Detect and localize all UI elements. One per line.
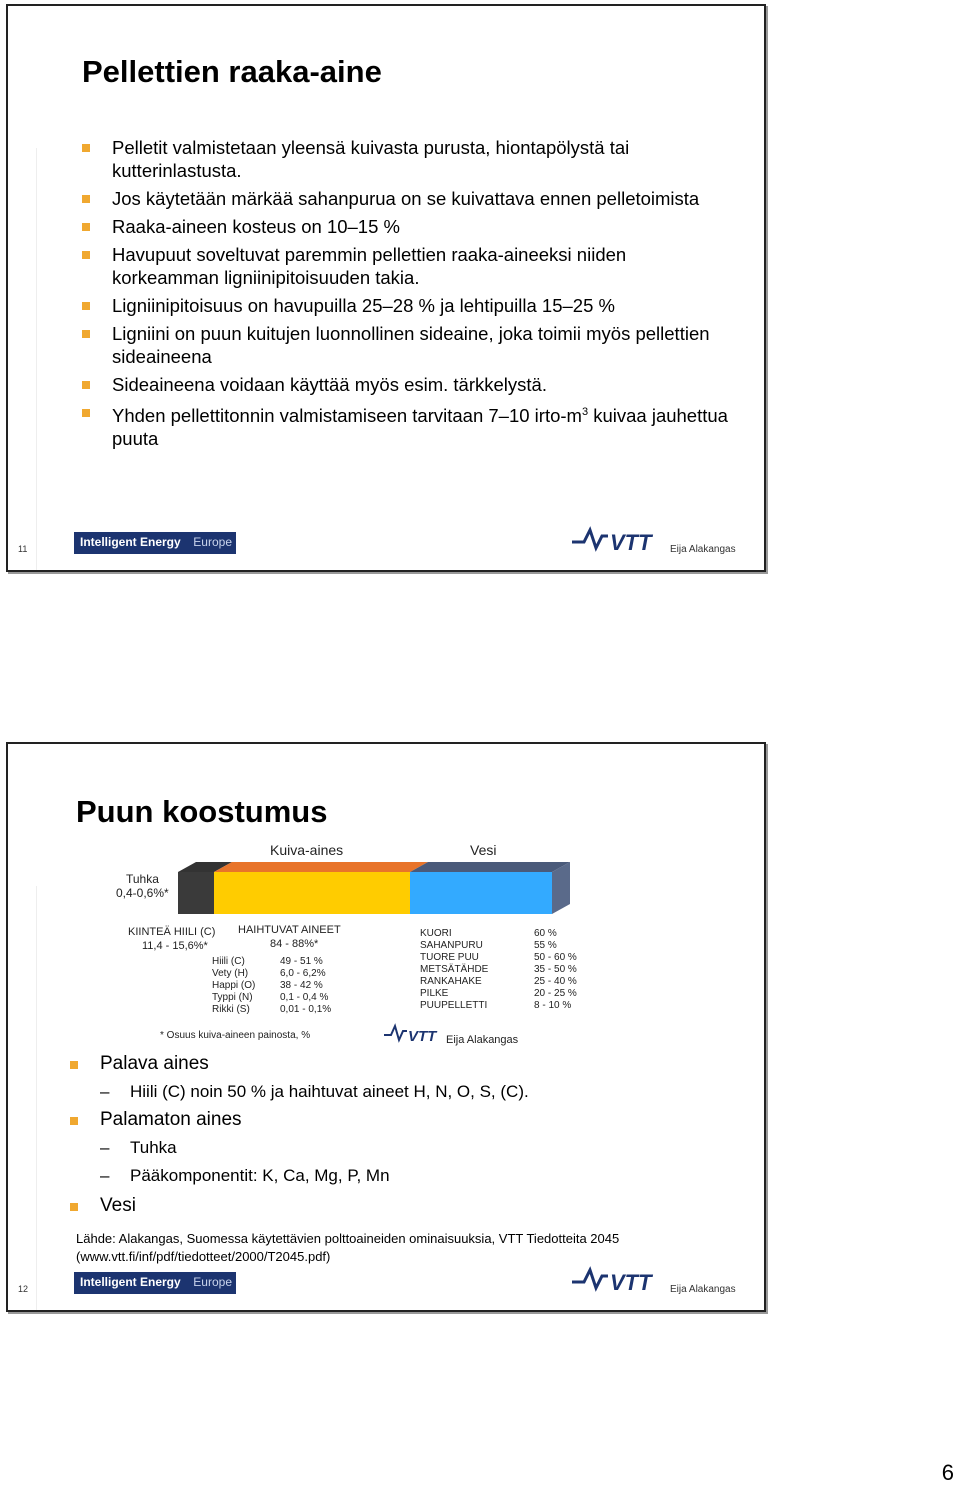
tuhka-value: 0,4-0,6%* xyxy=(116,886,169,900)
haihtuvat-value: 84 - 88%* xyxy=(270,938,319,950)
table-row: Vety (H) 6,0 - 6,2% xyxy=(212,968,326,979)
slide-12 xyxy=(6,742,766,1312)
table-row: Happi (O) 38 - 42 % xyxy=(212,980,323,991)
bullet-icon xyxy=(82,409,90,417)
table-row: SAHANPURU 55 % xyxy=(420,940,557,951)
intelligent-energy-logo: Intelligent Energy Europe xyxy=(74,1272,236,1294)
bullet-icon xyxy=(70,1061,78,1069)
vesi-label: Vesi xyxy=(470,842,497,858)
bullet-icon xyxy=(82,144,90,152)
bullet-list xyxy=(82,136,732,455)
bullet-icon xyxy=(82,251,90,259)
slide-left-bar xyxy=(8,886,37,1310)
author-name: Eija Alakangas xyxy=(670,1284,736,1295)
haihtuvat-label: HAIHTUVAT AINEET xyxy=(238,924,341,936)
bullet-icon xyxy=(82,381,90,389)
table-row: RANKAHAKE 25 - 40 % xyxy=(420,976,577,987)
bullet-list xyxy=(70,1052,710,1222)
list-item: Pelletit valmistetaan yleensä kuivasta purusta, hiontapölystä tai kutterinlastusta. xyxy=(82,136,732,182)
slide-title: Puun koostumus xyxy=(76,794,328,829)
kiintea-hiili-label: KIINTEÄ HIILI (C) xyxy=(128,926,216,938)
table-row: Typpi (N) 0,1 - 0,4 % xyxy=(212,992,329,1003)
table-row: METSÄTÄHDE 35 - 50 % xyxy=(420,964,577,975)
moisture-table xyxy=(420,928,600,1012)
vtt-logo-icon xyxy=(382,1022,442,1044)
bullet-icon xyxy=(82,223,90,231)
vesi-bar xyxy=(410,872,552,914)
list-item: Ligniinipitoisuus on havupuilla 25–28 % ja lehtipuilla 15–25 % xyxy=(82,294,732,317)
list-item: Vesi xyxy=(70,1194,710,1218)
intelligent-energy-logo: Intelligent Energy Europe xyxy=(74,532,236,554)
table-row: KUORI 60 % xyxy=(420,928,557,939)
list-item: Havupuut soveltuvat paremmin pellettien raaka-aineeksi niiden korkeamman ligniinipitoisuuden takia. xyxy=(82,243,732,289)
kuiva-bar-top xyxy=(214,862,428,872)
svg-text:VTT: VTT xyxy=(610,530,652,554)
page-number: 6 xyxy=(941,1460,954,1485)
list-subitem: – Tuhka xyxy=(100,1138,177,1157)
table-row: TUORE PUU 50 - 60 % xyxy=(420,952,577,963)
tuhka-bar xyxy=(178,872,214,914)
bullet-icon xyxy=(70,1117,78,1125)
svg-text:VTT: VTT xyxy=(408,1028,437,1044)
vtt-logo-icon xyxy=(570,1264,656,1294)
table-row: Rikki (S) 0,01 - 0,1% xyxy=(212,1004,332,1015)
list-item: Yhden pellettitonnin valmistamiseen tarvitaan 7–10 irto-$m^3$ kuivaa jauhettua puuta xyxy=(82,401,732,450)
bullet-icon xyxy=(70,1203,78,1211)
list-item: Sideaineena voidaan käyttää myös esim. tärkkelystä. xyxy=(82,373,732,396)
author-name: Eija Alakangas xyxy=(670,544,736,555)
slide-number: 12 xyxy=(18,1284,29,1294)
bullet-icon xyxy=(82,195,90,203)
table-row: PILKE 20 - 25 % xyxy=(420,988,577,999)
tuhka-label: Tuhka xyxy=(126,872,159,886)
slide-11 xyxy=(6,4,766,572)
slide-number: 11 xyxy=(18,544,28,554)
slide-left-bar xyxy=(8,148,37,570)
list-item: Palava aines xyxy=(70,1052,710,1076)
list-item: Raaka-aineen kosteus on 10–15 % xyxy=(82,215,732,238)
kuiva-aines-label: Kuiva-aines xyxy=(270,842,344,858)
list-item: Jos käytetään märkää sahanpurua on se kuivattava ennen pelletoimista xyxy=(82,187,732,210)
bullet-icon xyxy=(82,330,90,338)
vesi-bar-top xyxy=(410,862,570,872)
chart-footnote: * Osuus kuiva-aineen painosta, % xyxy=(160,1030,311,1041)
svg-text:VTT: VTT xyxy=(610,1270,652,1294)
bullet-icon xyxy=(82,302,90,310)
source-citation: Lähde: Alakangas, Suomessa käytettävien polttoaineiden ominaisuuksia, VTT Tiedotteita 2045 (www.vtt.fi/inf/pdf/tiedotteet/2000/T2045.pdf) xyxy=(76,1231,620,1264)
list-item: Ligniini on puun kuitujen luonnollinen sideaine, joka toimii myös pellettien sideaineena xyxy=(82,322,732,368)
list-subitem: – Hiili (C) noin 50 % ja haihtuvat aineet H, N, O, S, (C). xyxy=(100,1082,529,1101)
slide-title: Pellettien raaka-aine xyxy=(82,54,382,89)
composition-bar xyxy=(174,860,574,920)
vtt-logo-icon xyxy=(570,524,656,554)
table-row: PUUPELLETTI 8 - 10 % xyxy=(420,1000,572,1011)
kuiva-bar xyxy=(214,872,410,914)
table-row: Hiili (C) 49 - 51 % xyxy=(212,956,323,967)
list-subitem: – Pääkomponentit: K, Ca, Mg, P, Mn xyxy=(100,1166,390,1185)
list-item: Palamaton aines xyxy=(70,1108,710,1132)
chart-author: Eija Alakangas xyxy=(446,1034,519,1046)
kiintea-hiili-value: 11,4 - 15,6%* xyxy=(142,940,208,952)
element-table xyxy=(212,956,362,1016)
